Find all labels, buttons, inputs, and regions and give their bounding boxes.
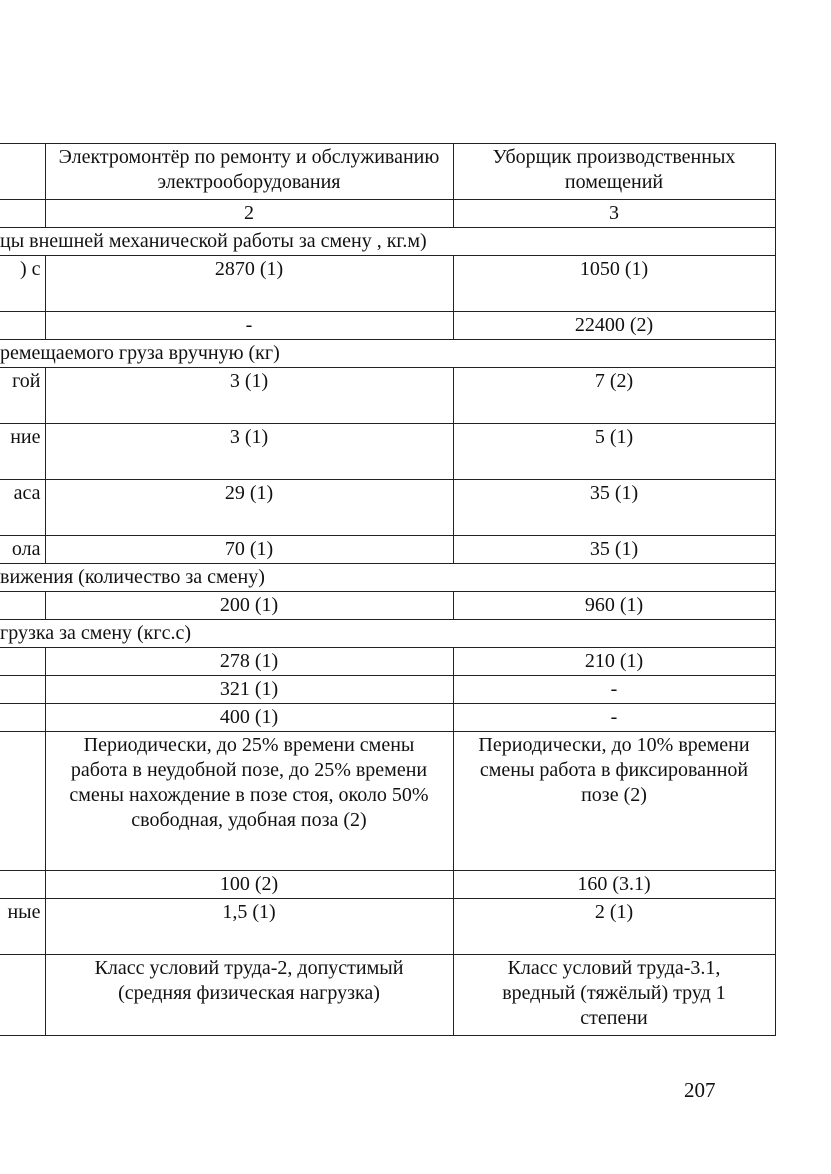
value-col3: -: [453, 704, 775, 732]
row-label: ние: [0, 424, 45, 480]
value-col3: Класс условий труда-3.1, вредный (тяжёлый) труд 1 степени: [453, 955, 775, 1036]
section-row: [0, 620, 775, 648]
row-label: ола: [0, 536, 45, 564]
value-col2: 278 (1): [45, 648, 453, 676]
value-col3: 1050 (1): [453, 256, 775, 312]
row-label: ) с: [0, 256, 45, 312]
value-col2: 100 (2): [45, 871, 453, 899]
table-row: [0, 704, 775, 732]
table-row: [0, 536, 775, 564]
row-label: [0, 732, 45, 871]
table-row: [0, 592, 775, 620]
row-label: [0, 871, 45, 899]
value-col2: 3 (1): [45, 368, 453, 424]
row-label: [0, 955, 45, 1036]
table-row: [0, 676, 775, 704]
column-number-3: 3: [453, 200, 775, 228]
page-number: 207: [684, 1078, 716, 1102]
value-col2: 400 (1): [45, 704, 453, 732]
value-col2: 70 (1): [45, 536, 453, 564]
section-title: грузка за смену (кгс.с): [0, 620, 775, 648]
value-col2: -: [45, 312, 453, 340]
value-col2: 200 (1): [45, 592, 453, 620]
value-col3: 22400 (2): [453, 312, 775, 340]
value-col3: 960 (1): [453, 592, 775, 620]
value-col3: 35 (1): [453, 536, 775, 564]
value-col2: Класс условий труда-2, допустимый (средняя физическая нагрузка): [45, 955, 453, 1036]
table-row: [0, 424, 775, 480]
value-col3: 7 (2): [453, 368, 775, 424]
value-col2: 29 (1): [45, 480, 453, 536]
table-row: [0, 312, 775, 340]
table-header-row: [0, 144, 775, 200]
row-label: ные: [0, 899, 45, 955]
header-cell-1: [0, 144, 45, 200]
section-title: цы внешней механической работы за смену , кг.м): [0, 228, 775, 256]
row-label: [0, 676, 45, 704]
row-label: [0, 704, 45, 732]
section-row: [0, 564, 775, 592]
table-row: [0, 256, 775, 312]
row-label: аса: [0, 480, 45, 536]
value-col3: 160 (3.1): [453, 871, 775, 899]
header-cell-2: Электромонтёр по ремонту и обслуживанию электрооборудования: [45, 144, 453, 200]
table-row: [0, 899, 775, 955]
value-col3: 2 (1): [453, 899, 775, 955]
table-row: [0, 955, 775, 1036]
column-number-1: [0, 200, 45, 228]
column-number-row: [0, 200, 775, 228]
row-label: гой: [0, 368, 45, 424]
value-col2: Периодически, до 25% времени смены работа в неудобной позе, до 25% времени смены нахождение в позе стоя, около 50% свободная, удобная поза (2): [45, 732, 453, 871]
table-row: [0, 648, 775, 676]
section-title: ремещаемого груза вручную (кг): [0, 340, 775, 368]
row-label: [0, 648, 45, 676]
section-row: [0, 228, 775, 256]
column-number-2: 2: [45, 200, 453, 228]
value-col2: 1,5 (1): [45, 899, 453, 955]
value-col2: 321 (1): [45, 676, 453, 704]
table-row: [0, 732, 775, 871]
value-col2: 3 (1): [45, 424, 453, 480]
value-col3: 5 (1): [453, 424, 775, 480]
table-row: [0, 368, 775, 424]
section-row: [0, 340, 775, 368]
value-col3: Периодически, до 10% времени смены работа в фиксированной позе (2): [453, 732, 775, 871]
header-cell-3: Уборщик производственных помещений: [453, 144, 775, 200]
value-col2: 2870 (1): [45, 256, 453, 312]
table-row: [0, 480, 775, 536]
value-col3: 35 (1): [453, 480, 775, 536]
working-conditions-table: [0, 143, 776, 1036]
row-label: [0, 592, 45, 620]
row-label: [0, 312, 45, 340]
table-row: [0, 871, 775, 899]
section-title: вижения (количество за смену): [0, 564, 775, 592]
value-col3: -: [453, 676, 775, 704]
value-col3: 210 (1): [453, 648, 775, 676]
